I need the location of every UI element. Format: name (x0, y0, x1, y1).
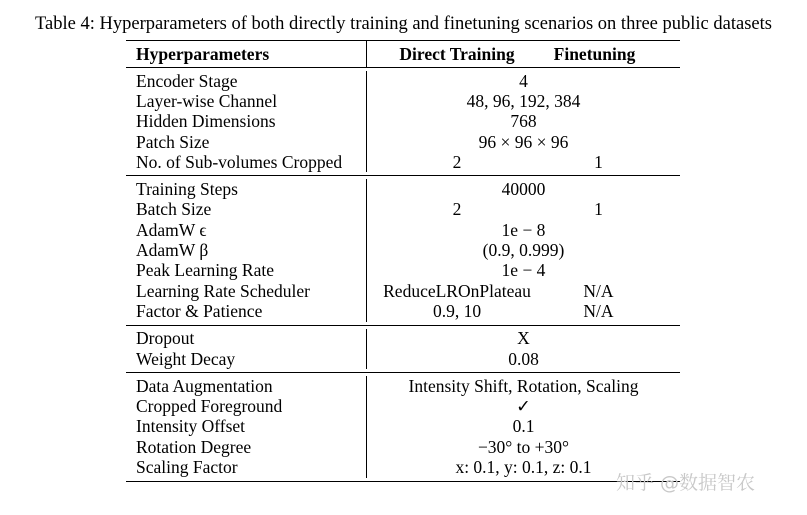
table-row (126, 132, 680, 152)
shared-value: 40000 (501, 179, 546, 200)
hyperparameter-values (366, 396, 680, 416)
shared-value: 768 (510, 111, 537, 132)
table-caption: Table 4: Hyperparameters of both directly training and finetuning scenarios on three public datasets (35, 14, 772, 34)
hyperparameter-values (366, 349, 680, 369)
direct-training-value: 2 (452, 199, 462, 220)
table-section (126, 325, 680, 373)
direct-training-value: 0.9, 10 (432, 300, 482, 321)
hyperparameter-values (366, 417, 680, 437)
hyperparameter-values (366, 281, 680, 301)
hyperparameter-values (366, 200, 680, 220)
shared-value: X (517, 328, 530, 349)
finetuning-value: 1 (594, 199, 603, 220)
table-row (126, 417, 680, 437)
hyperparameter-name: Training Steps (136, 179, 238, 200)
hyperparameter-name: Weight Decay (136, 348, 236, 369)
hyperparameter-values (366, 261, 680, 281)
table-section (126, 175, 680, 324)
hyperparameter-name: Hidden Dimensions (136, 111, 276, 132)
hyperparameter-name: Intensity Offset (136, 416, 246, 437)
table-row (126, 376, 680, 396)
hyperparameter-values (366, 301, 680, 321)
table-row (126, 329, 680, 349)
shared-value: 48, 96, 192, 384 (466, 90, 581, 111)
table-row (126, 301, 680, 321)
header-hyperparameters: Hyperparameters (136, 43, 270, 64)
hyperparameter-name: AdamW ϵ (136, 219, 207, 240)
shared-value: 0.08 (508, 348, 539, 369)
hyperparameter-values (366, 329, 680, 349)
hyperparameter-name: Cropped Foreground (136, 396, 283, 417)
shared-value: 1e − 4 (501, 260, 546, 281)
hyperparameter-name: Factor & Patience (136, 300, 263, 321)
hyperparameters-table (126, 40, 680, 482)
hyperparameter-name: Encoder Stage (136, 70, 238, 91)
table-row (126, 281, 680, 301)
hyperparameter-name: Batch Size (136, 199, 212, 220)
table-row (126, 437, 680, 457)
shared-value: 1e − 8 (501, 219, 546, 240)
finetuning-value: N/A (583, 300, 614, 321)
hyperparameter-name: Data Augmentation (136, 375, 273, 396)
table-row (126, 261, 680, 281)
hyperparameter-name: Layer-wise Channel (136, 90, 278, 111)
hyperparameter-name: Learning Rate Scheduler (136, 280, 310, 301)
shared-value: (0.9, 0.999) (482, 240, 565, 261)
hyperparameter-values (366, 220, 680, 240)
table-row (126, 220, 680, 240)
table-row (126, 91, 680, 111)
hyperparameter-name: Scaling Factor (136, 457, 238, 477)
hyperparameter-name: Patch Size (136, 131, 210, 152)
hyperparameter-values (366, 71, 680, 91)
table-row (126, 152, 680, 172)
hyperparameter-values (366, 132, 680, 152)
shared-value: ✓ (516, 396, 531, 417)
table-row (126, 200, 680, 220)
table-row (126, 179, 680, 199)
shared-value: −30° to +30° (477, 436, 570, 457)
header-values (366, 41, 680, 67)
hyperparameter-name: Peak Learning Rate (136, 260, 275, 281)
shared-value: x: 0.1, y: 0.1, z: 0.1 (455, 457, 592, 477)
direct-training-value: 2 (452, 151, 462, 172)
hyperparameter-values (366, 240, 680, 260)
shared-value: 96 × 96 × 96 (478, 131, 569, 152)
header-finetuning: Finetuning (553, 43, 636, 64)
table-section (126, 68, 680, 175)
hyperparameter-name: Dropout (136, 328, 195, 349)
table-row (126, 112, 680, 132)
hyperparameter-name: AdamW β (136, 240, 209, 261)
hyperparameter-values (366, 91, 680, 111)
hyperparameter-values (366, 152, 680, 172)
finetuning-value: N/A (583, 280, 614, 301)
table-row (126, 396, 680, 416)
shared-value: 4 (519, 70, 528, 91)
direct-training-value: ReduceLROnPlateau (383, 280, 531, 301)
table-row (126, 457, 680, 477)
hyperparameter-values (366, 437, 680, 457)
watermark: 知乎 @数据智农 (616, 472, 756, 494)
hyperparameter-name: No. of Sub-volumes Cropped (136, 151, 343, 172)
table-row (126, 71, 680, 91)
table-row (126, 240, 680, 260)
hyperparameter-values (366, 179, 680, 199)
hyperparameter-name: Rotation Degree (136, 436, 252, 457)
finetuning-value: 1 (594, 151, 603, 172)
hyperparameter-values (366, 376, 680, 396)
header-direct-training: Direct Training (399, 43, 515, 64)
table-section (126, 372, 680, 480)
table-header-row (126, 41, 680, 68)
table-row (126, 349, 680, 369)
shared-value: 0.1 (512, 416, 535, 437)
hyperparameter-values (366, 112, 680, 132)
table-body (126, 68, 680, 481)
shared-value: Intensity Shift, Rotation, Scaling (408, 375, 639, 396)
